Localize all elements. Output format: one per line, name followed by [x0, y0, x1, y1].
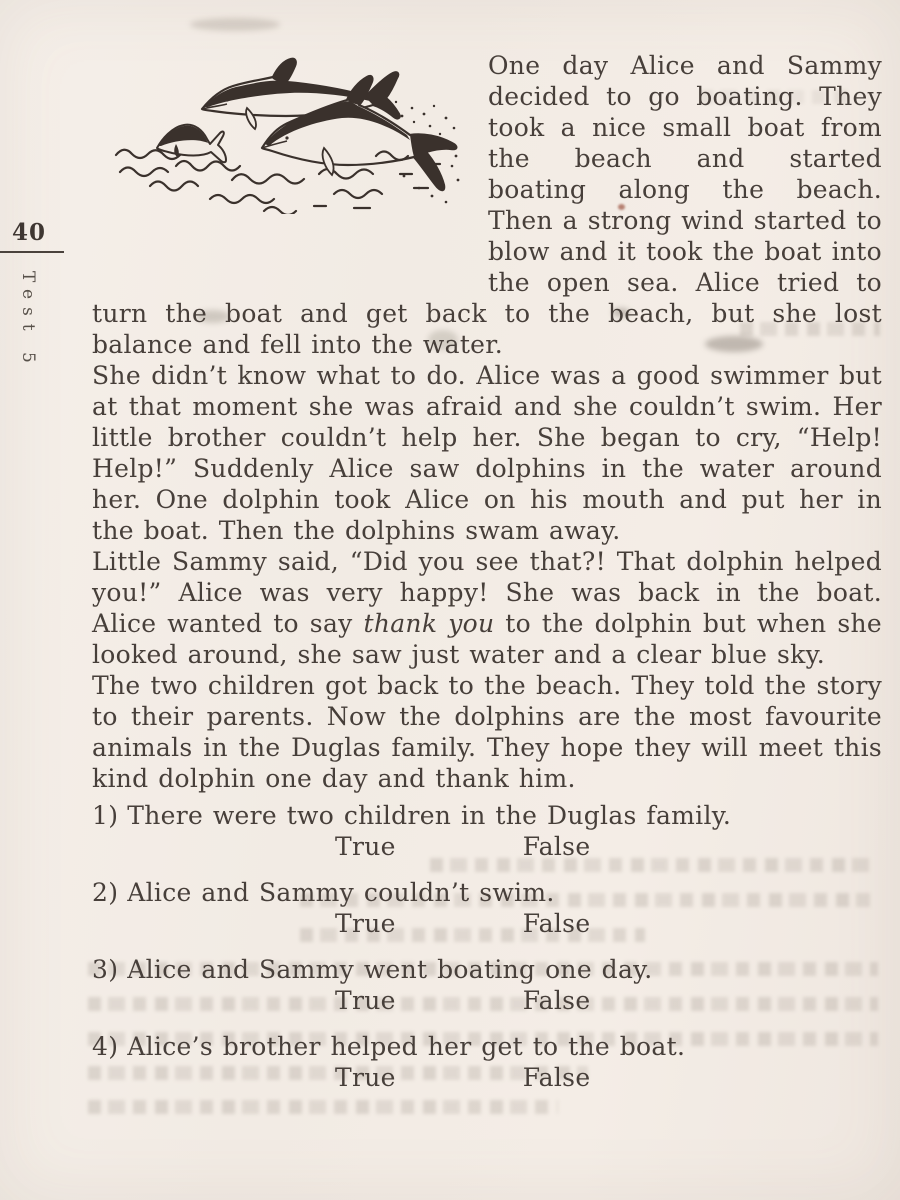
false-option: False — [522, 832, 591, 861]
story-paragraph-4: The two children got back to the beach. They told the story to their parents. Now the dolphins are the most favourite animals in the Duglas family. They hope they will meet this kind dolphin one day and thank him. — [92, 671, 882, 793]
question-4-statement: Alice’s brother helped her get to the boat. — [127, 1032, 686, 1061]
false-option: False — [522, 1063, 591, 1092]
question-4 — [92, 1031, 882, 1093]
page-content — [92, 50, 882, 1108]
question-3 — [92, 954, 882, 1016]
questions-section — [92, 800, 882, 1093]
question-2-text — [92, 877, 882, 908]
question-3-options — [92, 985, 882, 1016]
question-2-statement: Alice and Sammy couldn’t swim. — [127, 878, 555, 907]
question-3-text — [92, 954, 882, 985]
question-1-number: 1) — [92, 801, 119, 830]
question-4-options — [92, 1062, 882, 1093]
question-1-text — [92, 800, 882, 831]
story-paragraph-3-italic-phrase: thank you — [363, 609, 495, 638]
true-option: True — [335, 832, 396, 861]
question-4-text — [92, 1031, 882, 1062]
false-option: False — [522, 909, 591, 938]
question-1-options — [92, 831, 882, 862]
dolphins-illustration — [92, 52, 488, 264]
scan-smudge — [190, 18, 280, 31]
test-number-label: Test 5 — [18, 271, 38, 371]
question-4-number: 4) — [92, 1032, 119, 1061]
margin-rule — [0, 251, 64, 253]
story-paragraph-3 — [92, 546, 882, 670]
true-option: True — [335, 1063, 396, 1092]
question-1 — [92, 800, 882, 862]
story-paragraph-3-text: Little Sammy said, “Did you see that?! That dolphin helped you!” Alice was very happy! She was back in the boat. Alice wanted to say — [92, 547, 882, 638]
question-1-statement: There were two children in the Duglas family. — [127, 801, 732, 830]
question-2-options — [92, 908, 882, 939]
dolphins-drawing — [114, 56, 462, 214]
story-paragraph-2: She didn’t know what to do. Alice was a good swimmer but at that moment she was afraid and she couldn’t swim. Her little brother couldn’t help her. She began to cry, “Help! Help!” Suddenly Alice saw dolphins in the water around her. One dolphin took Alice on his mouth and put her in the boat. Then the dolphins swam away. — [92, 361, 882, 545]
true-option: True — [335, 909, 396, 938]
true-option: True — [335, 986, 396, 1015]
page-number: 40 — [12, 219, 47, 246]
question-2 — [92, 877, 882, 939]
story-paragraph-3-text-after: to the dolphin but when she looked around, she saw just water and a clear blue sky. — [92, 609, 882, 669]
question-2-number: 2) — [92, 878, 119, 907]
question-3-number: 3) — [92, 955, 119, 984]
question-3-statement: Alice and Sammy went boating one day. — [127, 955, 653, 984]
story-paragraph-1: One day Alice and Sammy decided to go boating. They took a nice small boat from the beach and started boating along the beach. Then a strong wind started to blow and it took the boat into the open sea. Alice tried to turn the boat and get back to the beach, but she lost balance and fell into the water. — [92, 51, 882, 359]
false-option: False — [522, 986, 591, 1015]
